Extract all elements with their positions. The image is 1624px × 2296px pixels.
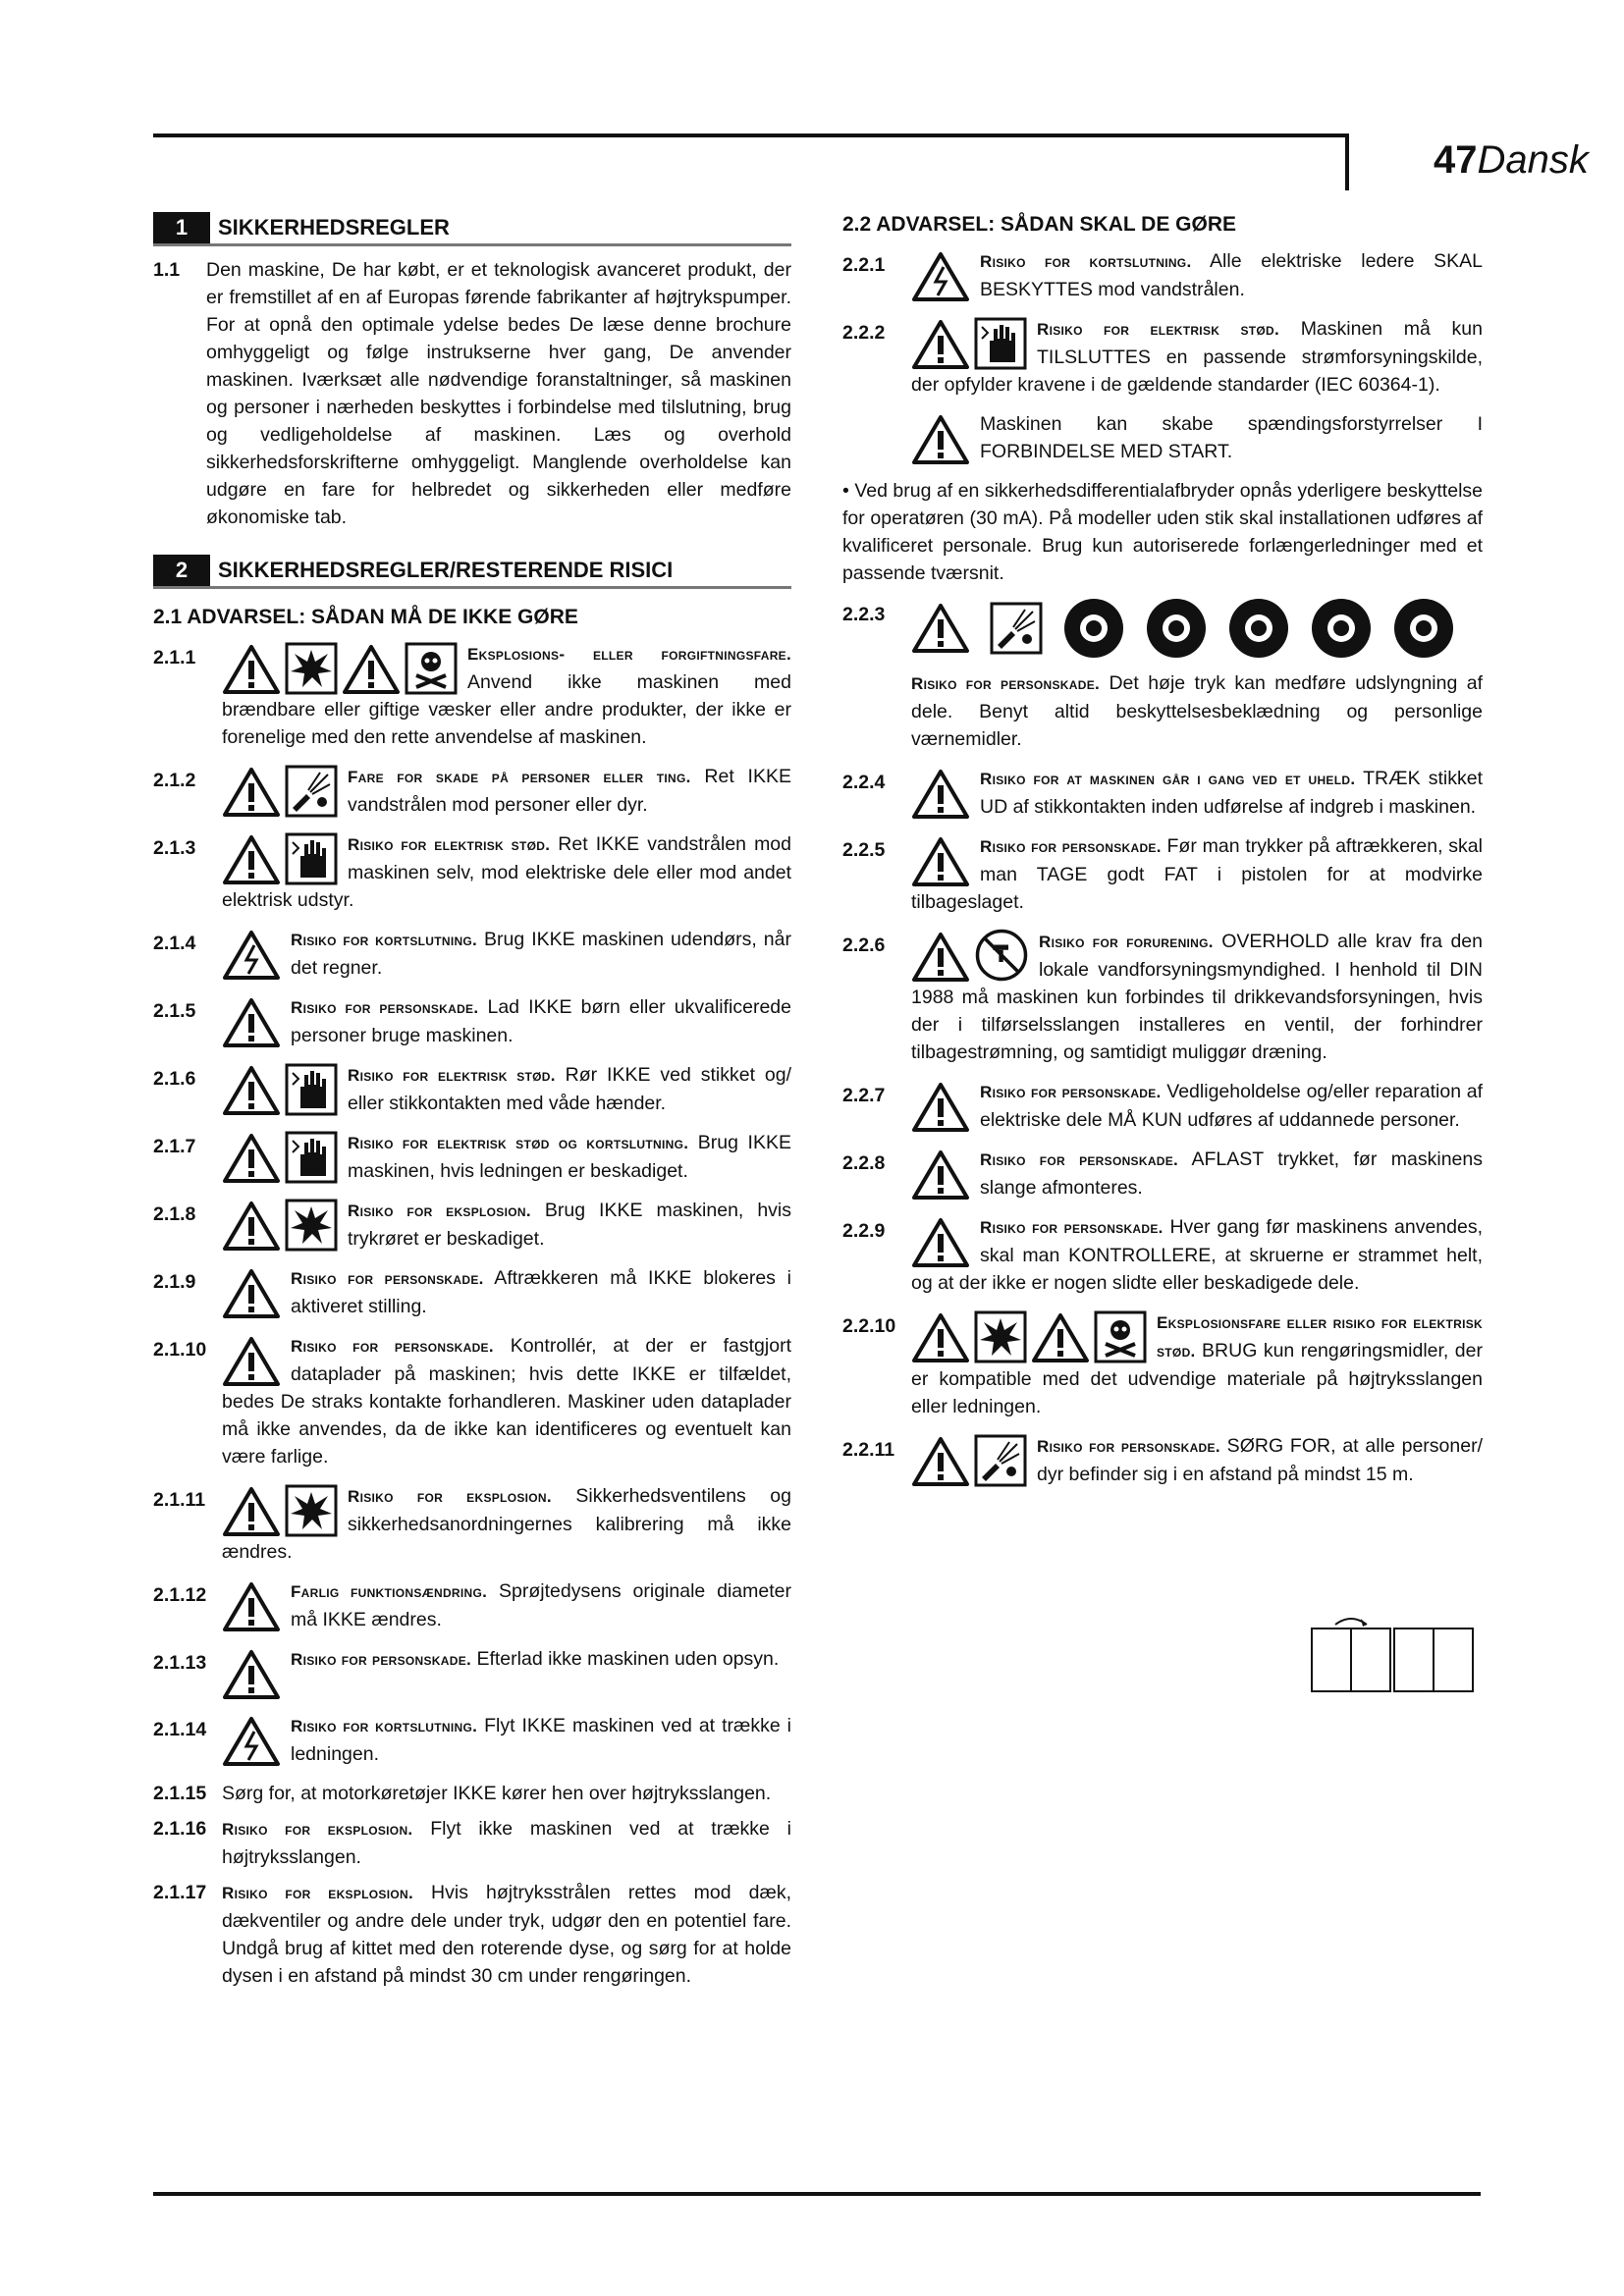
icon-group — [911, 315, 1027, 370]
warning-icon — [222, 997, 281, 1048]
no-drinking-water-icon — [974, 928, 1029, 983]
icon-group — [911, 1146, 970, 1201]
item-text: Rør IKKE ved stikket og/ eller stikkontakten med våde hænder. — [348, 1064, 792, 1114]
item-number: 2.1.5 — [153, 1000, 196, 1022]
warning-icon — [911, 1217, 970, 1268]
high-pressure-icon — [990, 602, 1043, 655]
item-number: 2.2.1 — [842, 254, 886, 276]
icon-group — [911, 1078, 970, 1133]
warning-icon — [911, 836, 970, 887]
paragraph-1-1 — [153, 256, 791, 531]
risk-label: Risiko for personskade. — [980, 1150, 1179, 1169]
paragraph-number: 1.1 — [153, 259, 181, 281]
warning-icon — [911, 319, 970, 370]
item-2-2-9 — [842, 1213, 1483, 1297]
item-text: Maskinen må kun TILSLUTTES en passende strømforsyningskilde, der opfylder kravene i de gældende standarder (IEC 60364-1). — [911, 318, 1483, 396]
icon-group — [222, 640, 458, 695]
warning-icon — [222, 1201, 281, 1252]
icon-group — [222, 1061, 338, 1116]
icon-group — [911, 928, 1029, 983]
risk-label: Risiko for personskade. — [291, 1337, 494, 1356]
risk-label: Risiko for personskade. — [980, 837, 1162, 856]
warning-icon — [911, 932, 970, 983]
gloves-icon — [1310, 597, 1373, 660]
item-2-2-5 — [842, 832, 1483, 916]
item-2-1-15 — [153, 1780, 791, 1807]
left-column — [153, 208, 791, 1998]
icon-group — [222, 1197, 338, 1252]
item-text: Sikkerhedsventilens og sikkerhedsanordningernes kalibrering må ikke ændres. — [222, 1485, 791, 1563]
electric-shock-hand-icon — [285, 832, 338, 885]
ppe-icon-row — [911, 597, 1483, 660]
warning-icon — [911, 414, 970, 465]
warning-icon — [911, 1149, 970, 1201]
item-2-1-8 — [153, 1197, 791, 1253]
ear-protection-icon — [1227, 597, 1290, 660]
risk-label: Risiko for eksplosion. — [348, 1487, 552, 1506]
item-2-1-1 — [153, 640, 791, 751]
warning-icon — [222, 1268, 281, 1319]
risk-label: Risiko for eksplosion. — [222, 1884, 413, 1902]
risk-label: Risiko for at maskinen går i gang ved et uheld. — [980, 770, 1356, 788]
item-2-2-6 — [842, 928, 1483, 1066]
warning-icon — [911, 1436, 970, 1487]
electric-hazard-icon — [911, 251, 970, 302]
item-text: Hvis højtryksstrålen rettes mod dæk, dækventiler og andre dele under tryk, udgør den en potentiel fare. Undgå brug af kittet med den roterende dyse, og sørg for at holde dysen i en afstand på mindst 30 cm under rengøringen. — [222, 1882, 791, 1987]
explosion-icon — [285, 1199, 338, 1252]
item-number: 2.1.3 — [153, 837, 196, 859]
item-text: • Ved brug af en sikkerhedsdifferentialafbryder opnås yderligere beskyttelse for operatøren (30 mA). På modeller uden stik skal installationen udføres af kvalificeret personale. Brug kun autoriserede forlængerledninger med et passende tværsnit. — [842, 480, 1483, 584]
warning-icon — [222, 1336, 281, 1387]
item-2-2-2-bullet — [842, 477, 1483, 587]
item-2-1-13 — [153, 1645, 791, 1700]
item-2-2-8 — [842, 1146, 1483, 1201]
section-2-heading — [153, 551, 791, 589]
icon-group — [222, 1129, 338, 1184]
item-text: Ret IKKE vandstrålen mod personer eller dyr. — [348, 766, 791, 816]
header-rule — [153, 133, 1349, 137]
icon-group — [222, 1264, 281, 1319]
item-2-2-2 — [842, 315, 1483, 399]
risk-label: Risiko for eksplosion. — [348, 1201, 531, 1220]
item-number: 2.1.1 — [153, 647, 196, 668]
warning-icon — [222, 1581, 281, 1632]
risk-label: Fare for skade på personer eller ting. — [348, 768, 691, 786]
item-text: Flyt ikke maskinen ved at trække i højtryksslangen. — [222, 1818, 791, 1868]
explosion-icon — [285, 642, 338, 695]
section-number: 1 — [153, 212, 210, 243]
item-2-1-14 — [153, 1712, 791, 1768]
item-number: 2.1.12 — [153, 1584, 207, 1606]
icon-group — [222, 926, 281, 981]
warning-icon — [911, 1082, 970, 1133]
item-number: 2.2.8 — [842, 1152, 886, 1174]
icon-group — [911, 1308, 1147, 1363]
item-text: TRÆK stikket UD af stikkontakten inden udførelse af indgreb i maskinen. — [980, 768, 1484, 818]
item-number: 2.2.9 — [842, 1220, 886, 1242]
warning-icon — [911, 1312, 970, 1363]
electric-shock-hand-icon — [285, 1131, 338, 1184]
item-2-1-6 — [153, 1061, 791, 1117]
item-text: BRUG kun rengøringsmidler, der er kompatible med det udvendige materiale på højtryksslangen eller ledningen. — [911, 1340, 1483, 1417]
explosion-icon — [974, 1310, 1027, 1363]
item-text: Flyt IKKE maskinen ved at trække i ledningen. — [291, 1715, 791, 1765]
item-text: OVERHOLD alle krav fra den lokale vandforsyningsmyndighed. I henhold til DIN 1988 må maskinen kun forbindes til drikkevandsforsyningen, hvis der i tilførselsslangen installeres en ventil, der forhindrer tilbagestrømning, og samtidigt muliggør dræning. — [911, 931, 1483, 1063]
paragraph-text: Den maskine, De har købt, er et teknologisk avanceret produkt, der er fremstillet af en af Europas førende fabrikanter af højtrykspumper. For at opnå den optimale ydelse bedes De læse denne brochure omhyggeligt og følge instrukserne hver gang, De anvender maskinen. Iværksæt alle nødvendige foranstaltninger, så maskinen og personer i nærheden beskyttes i forbindelse med tilslutning, brug og vedligeholdelse af maskinen. Læs og overhold sikkerhedsforskrifterne omhyggeligt. Manglende overholdelse kan udgøre en fare for helbredet og sikkerheden eller medføre økonomiske tab. — [206, 259, 791, 528]
toxic-icon — [1094, 1310, 1147, 1363]
page-number: 47 — [1434, 138, 1478, 182]
item-2-2-4 — [842, 765, 1483, 821]
item-number: 2.1.4 — [153, 933, 196, 954]
icon-group — [911, 1213, 970, 1268]
warning-icon — [222, 1133, 281, 1184]
risk-label: Risiko for elektrisk stød og kortslutning. — [348, 1134, 689, 1152]
icon-group — [222, 1712, 281, 1767]
page-language: Dansk — [1477, 138, 1589, 182]
warning-icon — [911, 769, 970, 820]
item-2-2-1 — [842, 247, 1483, 303]
item-text: Lad IKKE børn eller ukvalificerede personer bruge maskinen. — [291, 996, 791, 1046]
icon-group — [222, 1645, 281, 1700]
item-2-2-3 — [842, 597, 1483, 753]
footer-rule — [153, 2192, 1481, 2196]
item-number: 2.2.10 — [842, 1315, 896, 1337]
item-number: 2.2.7 — [842, 1085, 886, 1106]
item-text: Hver gang før maskinens anvendes, skal man KONTROLLERE, at skruerne er strammet helt, og at der ikke er nogen slidte eller beskadigede dele. — [911, 1216, 1483, 1294]
subheading-2-2: 2.2 ADVARSEL: SÅDAN SKAL DE GØRE — [842, 213, 1236, 236]
icon-group — [911, 765, 970, 820]
subheading-2-1: 2.1 ADVARSEL: SÅDAN MÅ DE IKKE GØRE — [153, 606, 578, 628]
item-text: Brug IKKE maskinen, hvis trykrøret er beskadiget. — [348, 1200, 791, 1250]
item-2-2-7 — [842, 1078, 1483, 1134]
item-text: Efterlad ikke maskinen uden opsyn. — [471, 1648, 780, 1670]
item-number: 2.2.6 — [842, 934, 886, 956]
item-2-1-9 — [153, 1264, 791, 1320]
item-text: Vedligeholdelse og/eller reparation af elektriske dele MÅ KUN udføres af uddannede personer. — [980, 1081, 1483, 1131]
icon-group — [911, 1432, 1027, 1487]
item-text: Det høje tryk kan medføre udslyngning af dele. Benyt altid beskyttelsesbeklædning og personlige værnemidler. — [911, 672, 1483, 750]
item-number: 2.2.3 — [842, 604, 886, 625]
risk-label: Risiko for eksplosion. — [222, 1820, 413, 1839]
section-1-heading — [153, 208, 791, 246]
risk-label: Risiko for personskade. — [980, 1218, 1164, 1237]
item-2-1-7 — [153, 1129, 791, 1185]
risk-label: Eksplosionsfare eller risiko for elektrisk stød. — [1157, 1313, 1483, 1361]
icon-group — [222, 993, 281, 1048]
right-column — [842, 208, 1483, 1500]
risk-label: Farlig funktionsændring. — [291, 1582, 488, 1601]
item-number: 2.2.5 — [842, 839, 886, 861]
item-2-1-12 — [153, 1577, 791, 1633]
warning-icon — [911, 603, 970, 654]
item-number: 2.1.11 — [153, 1489, 206, 1511]
item-2-1-3 — [153, 830, 791, 914]
risk-label: Risiko for personskade. — [980, 1083, 1162, 1101]
risk-label: Risiko for personskade. — [1037, 1437, 1220, 1456]
risk-label: Eksplosions- eller forgiftningsfare. — [467, 645, 791, 664]
item-2-1-4 — [153, 926, 791, 982]
warning-icon — [222, 644, 281, 695]
item-text: Sørg for, at motorkøretøjer IKKE kører hen over højtryksslangen. — [222, 1783, 772, 1804]
icon-group — [911, 832, 970, 887]
risk-label: Risiko for personskade. — [911, 674, 1101, 693]
item-number: 2.1.10 — [153, 1339, 207, 1361]
open-book-icon — [1306, 1615, 1479, 1695]
item-text: Ret IKKE vandstrålen mod maskinen selv, mod elektriske dele eller mod andet elektrisk udstyr. — [222, 833, 791, 911]
icon-group — [911, 247, 970, 302]
risk-label: Risiko for elektrisk stød. — [348, 1066, 556, 1085]
risk-label: Risiko for kortslutning. — [291, 931, 478, 949]
item-number: 2.1.17 — [153, 1882, 207, 1903]
item-text: Alle elektriske ledere SKAL BESKYTTES mod vandstrålen. — [980, 250, 1483, 300]
explosion-icon — [285, 1484, 338, 1537]
item-text: Brug IKKE maskinen udendørs, når det regner. — [291, 929, 791, 979]
warning-icon — [222, 834, 281, 885]
item-2-1-16 — [153, 1815, 791, 1871]
item-number: 2.1.6 — [153, 1068, 196, 1090]
item-text: Brug IKKE maskinen, hvis ledningen er beskadiget. — [348, 1132, 791, 1182]
item-number: 2.1.9 — [153, 1271, 196, 1293]
item-2-2-10 — [842, 1308, 1483, 1420]
warning-icon — [1031, 1312, 1090, 1363]
risk-label: Risiko for forurening. — [1039, 933, 1214, 951]
icon-group — [222, 1332, 281, 1387]
item-2-2-2-note — [842, 410, 1483, 465]
item-2-1-17 — [153, 1879, 791, 1990]
warning-icon — [222, 1486, 281, 1537]
item-text: Anvend ikke maskinen med brændbare eller giftige væsker eller andre produkter, der ikke er forenelige med den rette anvendelse af maskinen. — [222, 671, 791, 748]
icon-group — [222, 763, 338, 818]
item-number: 2.2.2 — [842, 322, 886, 344]
warning-icon — [342, 644, 401, 695]
electric-hazard-icon — [222, 930, 281, 981]
item-number: 2.1.16 — [153, 1818, 207, 1840]
spray-injury-icon — [285, 765, 338, 818]
item-text: Kontrollér, at der er fastgjort dataplader på maskinen; hvis dette IKKE er tilfældet, bedes De straks kontakte forhandleren. Maskiner uden dataplader må ikke anvendes, da de ikke kan identificeres og eventuelt kan være farlige. — [222, 1335, 791, 1468]
item-number: 2.1.15 — [153, 1783, 207, 1804]
warning-icon — [222, 767, 281, 818]
item-number: 2.1.7 — [153, 1136, 196, 1157]
item-number: 2.2.11 — [842, 1439, 895, 1461]
warning-icon — [222, 1065, 281, 1116]
item-text: AFLAST trykket, før maskinens slange afmonteres. — [980, 1148, 1483, 1199]
risk-label: Risiko for elektrisk stød. — [1037, 320, 1280, 339]
item-number: 2.2.4 — [842, 772, 886, 793]
electric-shock-hand-icon — [285, 1063, 338, 1116]
warning-icon — [222, 1649, 281, 1700]
risk-label: Risiko for personskade. — [291, 1269, 484, 1288]
section-number: 2 — [153, 555, 210, 586]
item-text: Maskinen kan skabe spændingsforstyrrelser I FORBINDELSE MED START. — [980, 413, 1483, 462]
icon-group — [222, 1577, 281, 1632]
face-shield-icon — [1145, 597, 1208, 660]
icon-group — [222, 830, 338, 885]
item-2-1-11 — [153, 1482, 791, 1566]
item-number: 2.1.8 — [153, 1203, 196, 1225]
icon-group — [911, 410, 970, 465]
spray-injury-icon — [974, 1434, 1027, 1487]
item-text: SØRG FOR, at alle personer/ dyr befinder sig i en afstand på mindst 15 m. — [1037, 1435, 1483, 1485]
item-number: 2.1.14 — [153, 1719, 207, 1740]
item-2-1-5 — [153, 993, 791, 1049]
item-text: Sprøjtedysens originale diameter må IKKE ændres. — [291, 1580, 791, 1630]
item-2-1-10 — [153, 1332, 791, 1470]
risk-label: Risiko for personskade. — [291, 1650, 472, 1669]
item-2-1-2 — [153, 763, 791, 819]
item-number: 2.1.2 — [153, 770, 196, 791]
icon-group — [222, 1482, 338, 1537]
risk-label: Risiko for personskade. — [291, 998, 479, 1017]
risk-label: Risiko for kortslutning. — [980, 252, 1192, 271]
item-text: Før man trykker på aftrækkeren, skal man TAGE godt FAT i pistolen for at modvirke tilbageslaget. — [911, 835, 1483, 913]
electric-hazard-icon — [222, 1716, 281, 1767]
item-number: 2.1.13 — [153, 1652, 207, 1674]
risk-label: Risiko for kortslutning. — [291, 1717, 478, 1735]
toxic-icon — [405, 642, 458, 695]
section-title: SIKKERHEDSREGLER/RESTERENDE RISICI — [218, 558, 674, 582]
header-divider — [1345, 133, 1349, 190]
item-2-2-11 — [842, 1432, 1483, 1488]
page-header — [1434, 135, 1589, 185]
item-text: Aftrækkeren må IKKE blokeres i aktiveret stilling. — [291, 1267, 791, 1317]
goggles-icon — [1392, 597, 1455, 660]
risk-label: Risiko for elektrisk stød. — [348, 835, 551, 854]
protective-clothing-icon — [1062, 597, 1125, 660]
section-title: SIKKERHEDSREGLER — [218, 215, 450, 240]
electric-shock-hand-icon — [974, 317, 1027, 370]
